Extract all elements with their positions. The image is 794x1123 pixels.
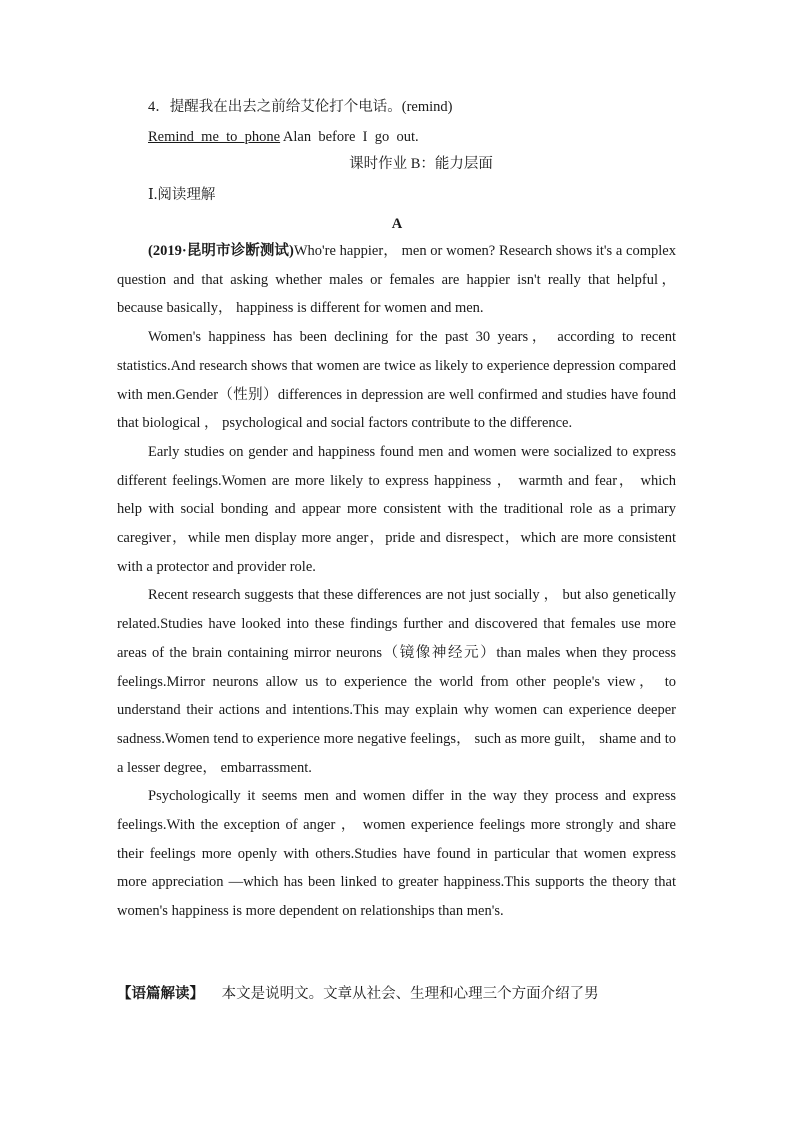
passage-label: A (391, 216, 403, 232)
section-title: Ⅰ.阅读理解 (148, 187, 216, 203)
exercise-answer-4 (148, 127, 419, 147)
passage-paragraph: Women's happiness has been declining for the past 30 years， according to recent statistics.And research shows that women are twice as likely to experience depression compared with men.Gender（性别）differences in depression are well confirmed and studies have found that biological ， psychological and social factors contribute to the difference. (117, 329, 676, 432)
analysis-text: 本文是说明文。文章从社会、生理和心理三个方面介绍了男 (221, 986, 599, 1002)
passage-source: (2019·昆明市诊断测试) (148, 243, 294, 259)
passage-analysis (117, 984, 677, 1004)
passage-paragraph: Recent research suggests that these differences are not just socially ， but also genetically related.Studies have looked into these findings further and discovered that females use more areas of the brain containing mirror neurons（镜像神经元）than males when they process feelings.Mirror neurons allow us to experience the world from other people's view， to understand their actions and intentions.This may explain why women can experience deeper sadness.Women tend to experience more negative feelings， such as more guilt， shame and to a lesser degree， embarrassment. (117, 587, 676, 776)
analysis-label: 【语篇解读】 (117, 986, 204, 1002)
passage-paragraph: Early studies on gender and happiness found men and women were socialized to express different feelings.Women are more likely to express happiness ， warmth and fear， which help with social bonding and appear more consistent with the traditional role as a primary caregiver，while men display more anger，pride and disrespect，which are more consistent with a protector and provider role. (117, 443, 676, 575)
exercise-question-4: 4．提醒我在出去之前给艾伦打个电话。(remind) (148, 99, 453, 115)
passage-body (117, 237, 676, 926)
passage-paragraph: (2019·昆明市诊断测试)Who're happier， men or women? Research shows it's a complex question and that asking whether males or females are happier isn't really that helpful， because basically， happiness is different for women and men. (117, 243, 676, 317)
passage-paragraph: Psychologically it seems men and women differ in the way they process and express feelings.With the exception of anger ， women experience feelings more strongly and share their feelings more openly with others.Studies have found in particular that women express more appreciation —which has been linked to greater happiness.This supports the theory that women's happiness is more dependent on relationships than men's. (117, 788, 676, 920)
homework-title: 课时作业 B：能力层面 (349, 156, 493, 172)
answer-rest: Alan before I go out. (280, 129, 419, 145)
answer-underlined-part: Remind me to phone (148, 129, 281, 145)
